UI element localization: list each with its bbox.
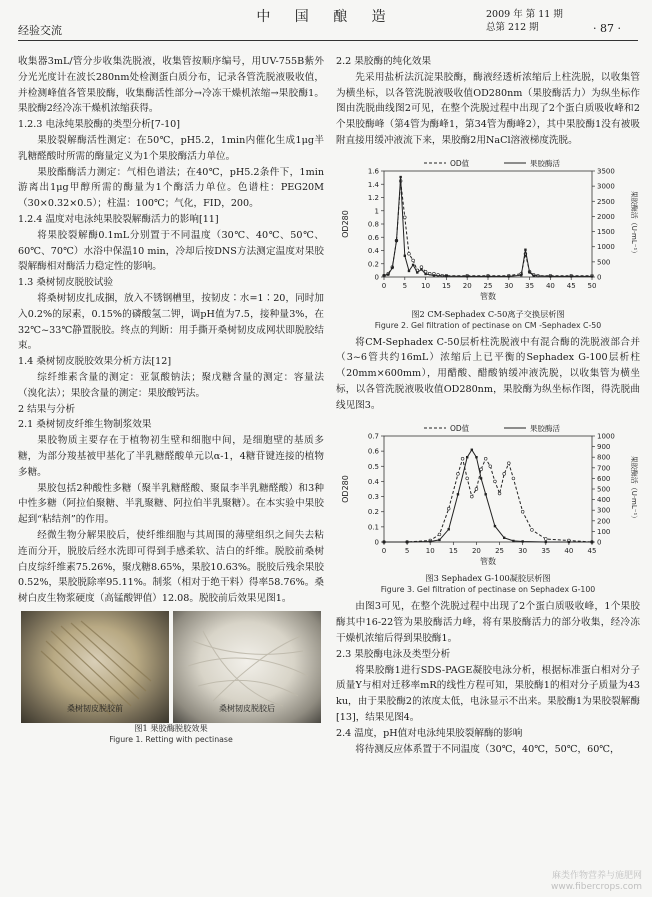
data-point xyxy=(470,495,473,498)
data-point xyxy=(448,528,450,530)
plot-frame xyxy=(384,436,592,542)
x-tick-label: 45 xyxy=(587,546,597,555)
data-point xyxy=(489,464,492,467)
x-tick-label: 20 xyxy=(462,281,472,290)
data-point xyxy=(484,457,487,460)
series-line xyxy=(384,458,592,541)
y-tick-label: 0.8 xyxy=(367,220,379,229)
paragraph: 将CM-Sephadex C-50层析柱洗脱液中有混合酶的洗脱液部合并（3~6管共约16mL）浓缩后上已平衡的Sephadex G-100层析柱（20mm×600mm），用醋酸、醋酸钠缓冲液洗脱，以收集管为横坐标，以各管洗脱液吸收值OD280nm，果胶酶为纵坐标作图，得洗脱曲线见图3。 xyxy=(336,336,640,411)
section-heading: 2.4 温度，pH值对电泳纯果胶裂解酶的影响 xyxy=(336,727,523,739)
photo-after xyxy=(173,611,321,723)
paragraph: 果胶裂解酶活性测定：在50℃，pH5.2，1min内催化生成1μg半乳糖醛酸时所需的酶量定义为1个果胶酶活力单位。 xyxy=(18,134,324,162)
paragraph: 果胶酯酶活力测定：气相色谱法；在40℃，pH5.2条件下，1min游离出1μg甲醇所需的酶量为1个酶活力单位。色谱柱：PEG20M（30×0.32×0.5）；柱温：100℃；气化，FID，200。 xyxy=(18,166,324,210)
data-point xyxy=(503,472,506,475)
data-point xyxy=(429,540,431,542)
watermark-line-1: 麻类作物营养与施肥网 xyxy=(551,871,642,881)
data-point xyxy=(531,528,534,531)
data-point xyxy=(494,524,496,526)
x-tick-label: 25 xyxy=(483,281,493,290)
legend-label: OD值 xyxy=(450,158,470,168)
y2-tick-label: 200 xyxy=(597,516,611,525)
y2-tick-label: 3500 xyxy=(597,167,615,176)
y2-axis-label: 果胶酶活（U·mL⁻¹） xyxy=(630,455,638,522)
figure-2 xyxy=(336,153,640,331)
data-point xyxy=(445,275,447,277)
paragraph: 综纤维素含量的测定：亚氯酸钠法；聚戊糖含量的测定：容量法（溴化法）；果胶含量的测定：果胶酸钙法。 xyxy=(18,371,324,399)
data-point xyxy=(521,540,523,542)
data-point xyxy=(395,239,397,241)
data-point xyxy=(503,536,505,538)
x-tick-label: 40 xyxy=(564,546,574,555)
paragraph: 经微生物分解果胶后，使纤维细胞与其周围的薄壁组织之间失去粘连而分开，脱胶后经水洗即可得到手感柔软、洁白的纤维。脱胶前桑树白皮综纤维素75.26%，聚戊糖8.65%，果胶10.63%。脱胶后残余果胶0.52%，果胶脱除率95.11%。制浆（相对于绝干料）得率58.76%。桑树白皮生物浆硬度（高锰酸钾值）12.08。脱胶前后效果见图1。 xyxy=(18,529,324,605)
data-point xyxy=(412,259,415,262)
section-heading: 2.2 果胶酶的纯化效果 xyxy=(336,56,432,67)
data-point xyxy=(438,533,441,536)
figure-2-caption-cn: 图2 CM-Sephadex C-50离子交换层析图 xyxy=(411,308,565,319)
figure-1-photos xyxy=(18,611,324,723)
figure-3-caption-cn: 图3 Sephadex G-100凝胶层析图 xyxy=(425,573,551,584)
paragraph: 先采用盐析法沉淀果胶酶，酶液经透析浓缩后上柱洗脱，以收集管为横坐标，以各管洗脱液吸收值OD280nm（果胶酶活力）为纵坐标作图由洗脱曲线图2可见，在整个洗脱过程中出现了2个蛋白质吸收峰和2个果胶酶峰（第4管为酶峰1，第34管为酶峰2），其中果胶酶1没有被吸附直接用缓冲液流下来，果胶酶2用NaCl溶液梯度洗脱。 xyxy=(336,71,640,146)
paragraph: 果胶包括2种酸性多糖（聚半乳糖醛酸、聚鼠李半乳糖醛酸）和3种中性多糖（阿拉伯聚糖、半乳聚糖、阿拉伯半乳聚糖）。在本实验中果胶起到“粘结剂”的作用。 xyxy=(18,482,324,526)
data-point xyxy=(512,477,515,480)
photo-before-label: 桑树韧皮脱胶前 xyxy=(67,704,123,714)
data-point xyxy=(524,248,526,250)
data-point xyxy=(533,274,535,276)
section-heading: 2 结果与分析 xyxy=(18,403,76,415)
paragraph: 将果胶裂解酶0.1mL分别置于不同温度（30℃、40℃、50℃、60℃、70℃）水浴中保温10 min，冷却后按DNS方法测定温度对果胶裂解酶相对酶活力稳定性的影响。 xyxy=(18,229,324,273)
issue-total: 总第 212 期 xyxy=(486,22,539,33)
x-tick-label: 10 xyxy=(425,546,435,555)
x-tick-label: 15 xyxy=(441,281,451,290)
y-tick-label: 0.1 xyxy=(367,522,379,531)
series-line xyxy=(384,177,592,276)
y2-tick-label: 800 xyxy=(597,453,611,462)
y-tick-label: 0.6 xyxy=(367,233,379,242)
left-column xyxy=(18,54,324,749)
paragraph: 将桑树韧皮扎成捆，放入不锈钢槽里，按韧皮∶水=1∶20，同时加入0.2%的尿素，0.15%的磷酸氢二钾，调pH值为7.5，接种量3%，在32℃~33℃静置脱胶。终点的判断：用手撕开桑树韧皮成网状即脱胶结束。 xyxy=(18,292,324,352)
section-heading: 1.3 桑树韧皮脱胶试验 xyxy=(18,277,114,289)
data-point xyxy=(570,275,572,277)
x-tick-label: 25 xyxy=(495,546,505,555)
right-column xyxy=(336,54,640,757)
y-tick-label: 0 xyxy=(374,538,379,547)
y2-tick-label: 0 xyxy=(597,273,602,282)
section-heading: 2.3 果胶酶电泳及类型分析 xyxy=(336,648,451,660)
section-heading: 1.2.4 温度对电泳纯果胶裂解酶活力的影响[11] xyxy=(18,213,219,225)
photo-before xyxy=(21,611,169,723)
x-tick-label: 5 xyxy=(402,281,408,290)
y-tick-label: 0.2 xyxy=(367,260,379,269)
data-point xyxy=(416,271,418,273)
page-number: · 87 · xyxy=(593,22,621,35)
y-tick-label: 0.3 xyxy=(367,492,379,501)
data-point xyxy=(494,480,497,483)
y-tick-label: 0.6 xyxy=(367,447,379,456)
photo-after-label: 桑树韧皮脱胶后 xyxy=(219,704,275,714)
data-point xyxy=(457,493,459,495)
y-tick-label: 0 xyxy=(374,273,379,282)
data-point xyxy=(403,216,406,219)
data-point xyxy=(466,456,468,458)
data-point xyxy=(461,457,464,460)
x-tick-label: 0 xyxy=(381,281,387,290)
y2-axis-label: 果胶酶活（U·mL⁻¹） xyxy=(630,190,638,258)
series-line xyxy=(384,181,592,276)
data-point xyxy=(433,274,435,276)
data-point xyxy=(404,254,406,256)
y2-tick-label: 1000 xyxy=(597,242,615,251)
data-point xyxy=(466,275,468,277)
y2-tick-label: 300 xyxy=(597,506,611,515)
data-point xyxy=(507,461,510,464)
data-point xyxy=(408,252,411,255)
legend-label: OD值 xyxy=(450,423,470,433)
y2-tick-label: 900 xyxy=(597,442,611,451)
x-tick-label: 0 xyxy=(381,546,387,555)
journal-title: 中 国 酿 造 xyxy=(256,9,396,25)
data-point xyxy=(466,477,469,480)
x-axis-label: 管数 xyxy=(480,291,496,301)
y-tick-label: 1 xyxy=(374,207,379,216)
data-point xyxy=(512,539,514,541)
data-point xyxy=(544,537,547,540)
figure-3-caption-en: Figure 3. Gel filtration of pectinase on Sephadex G-100 xyxy=(380,585,596,595)
y-tick-label: 0.5 xyxy=(367,462,379,471)
data-point xyxy=(412,263,414,265)
data-point xyxy=(520,274,522,276)
x-tick-label: 35 xyxy=(525,281,535,290)
paragraph: 收集器3mL/管分步收集洗脱液，收集管按顺序编号，用UV-755B紫外分光光度计在波长280nm处检测蛋白质分布，记录各管洗脱液吸收值，并检测峰值各管果胶酶，收集酶活性部分→冷冻干燥机浓缩→果胶酶1。果胶酶2经冷冻干燥机浓缩获得。 xyxy=(18,56,324,115)
data-point xyxy=(549,275,551,277)
y2-tick-label: 3000 xyxy=(597,182,615,191)
x-tick-label: 45 xyxy=(566,281,576,290)
y-axis-label: OD280 xyxy=(341,209,350,238)
page-header xyxy=(0,0,652,44)
y2-tick-label: 400 xyxy=(597,495,611,504)
data-point xyxy=(391,266,393,268)
data-point xyxy=(480,477,482,479)
data-point xyxy=(383,540,385,542)
data-point xyxy=(591,275,593,277)
x-tick-label: 50 xyxy=(587,281,597,290)
section-heading: 2.1 桑树韧皮纤维生物制浆效果 xyxy=(18,419,152,431)
x-tick-label: 30 xyxy=(518,546,528,555)
issue-info xyxy=(486,8,563,34)
x-tick-label: 5 xyxy=(404,546,410,555)
figure-1 xyxy=(18,611,324,745)
figure-1-caption-en: Figure 1. Retting with pectinase xyxy=(109,734,233,744)
y-tick-label: 0.4 xyxy=(367,477,379,486)
data-point xyxy=(475,487,478,490)
y-tick-label: 0.7 xyxy=(367,432,379,441)
data-point xyxy=(457,472,460,475)
data-point xyxy=(383,274,385,276)
y2-tick-label: 0 xyxy=(597,538,602,547)
legend-label: 果胶酶活 xyxy=(530,423,560,433)
y-tick-label: 0.2 xyxy=(367,507,379,516)
series-line xyxy=(384,449,592,541)
y2-tick-label: 500 xyxy=(597,485,611,494)
data-point xyxy=(406,540,408,542)
x-tick-label: 30 xyxy=(504,281,514,290)
paragraph: 将果胶酶1进行SDS-PAGE凝胶电泳分析，根据标准蛋白相对分子质量Y与相对迁移率mR的线性方程可知，果胶酶1的相对分子质量为43 ku，由于果胶酶2的浓度太低，电泳显示不出来。果胶酶1为果胶裂解酶[13]，结果见图4。 xyxy=(336,664,640,723)
y2-tick-label: 2500 xyxy=(597,197,615,206)
data-point xyxy=(475,456,477,458)
y2-tick-label: 1000 xyxy=(597,432,615,441)
y2-tick-label: 100 xyxy=(597,527,611,536)
y2-tick-label: 600 xyxy=(597,474,611,483)
data-point xyxy=(521,510,524,513)
issue-year: 2009 年 第 11 期 xyxy=(486,9,563,20)
y-axis-label: OD280 xyxy=(341,474,350,503)
data-point xyxy=(408,270,410,272)
data-point xyxy=(438,538,440,540)
x-tick-label: 20 xyxy=(471,546,481,555)
data-point xyxy=(568,540,570,542)
y-tick-label: 1.4 xyxy=(367,180,379,189)
data-point xyxy=(424,273,426,275)
data-point xyxy=(487,275,489,277)
x-tick-label: 40 xyxy=(545,281,555,290)
data-point xyxy=(447,507,450,510)
y-tick-label: 0.4 xyxy=(367,246,379,255)
figure-2-caption-en: Figure 2. Gel filtration of pectinase on CM -Sephadex C-50 xyxy=(374,320,602,330)
x-tick-label: 35 xyxy=(541,546,551,555)
data-point xyxy=(484,493,486,495)
data-point xyxy=(498,492,501,495)
figure-2-chart xyxy=(338,153,638,303)
watermark xyxy=(551,871,642,893)
header-rule xyxy=(18,40,638,41)
figure-1-caption-cn: 图1 果胶酶脱胶效果 xyxy=(134,722,208,733)
data-point xyxy=(399,176,401,178)
x-tick-label: 10 xyxy=(421,281,431,290)
paragraph: 果胶物质主要存在于植物初生壁和细胞中间，是细胞壁的基质多糖，为部分羧基被甲基化了半乳糖醛酸单元以α-1，4糖苷键连接的植物多糖。 xyxy=(18,435,324,478)
data-point xyxy=(420,265,423,268)
data-point xyxy=(528,271,530,273)
plot-frame xyxy=(384,171,592,277)
y2-tick-label: 2000 xyxy=(597,212,615,221)
y2-tick-label: 700 xyxy=(597,463,611,472)
section-heading: 1.2.3 电泳纯果胶酶的类型分析[7-10] xyxy=(18,119,181,131)
y-tick-label: 1.6 xyxy=(367,167,379,176)
legend-label: 果胶酶活 xyxy=(530,158,560,168)
figure-3-chart xyxy=(338,418,638,568)
data-point xyxy=(387,273,389,275)
y-tick-label: 1.2 xyxy=(367,193,379,202)
data-point xyxy=(545,540,547,542)
figure-3 xyxy=(336,418,640,596)
paragraph: 将待测反应体系置于不同温度（30℃，40℃，50℃，60℃， xyxy=(355,743,620,755)
section-heading: 1.4 桑树韧皮脱胶效果分析方法[12] xyxy=(18,356,172,368)
section-label: 经验交流 xyxy=(18,24,62,37)
x-axis-label: 管数 xyxy=(480,556,496,566)
y2-tick-label: 500 xyxy=(597,258,611,267)
data-point xyxy=(591,540,593,542)
x-tick-label: 15 xyxy=(448,546,458,555)
data-point xyxy=(480,467,483,470)
paragraph: 由图3可见，在整个洗脱过程中出现了2个蛋白质吸收峰，1个果胶酶其中16-22管为果胶酶活力峰，将有果胶酶活力的部分收集，经冷冻干燥机浓缩后得到果胶酶1。 xyxy=(336,601,640,644)
watermark-line-2: www.fibercrops.com xyxy=(551,882,642,892)
data-point xyxy=(508,275,510,277)
data-point xyxy=(471,448,473,450)
data-point xyxy=(420,268,422,270)
y2-tick-label: 1500 xyxy=(597,227,615,236)
